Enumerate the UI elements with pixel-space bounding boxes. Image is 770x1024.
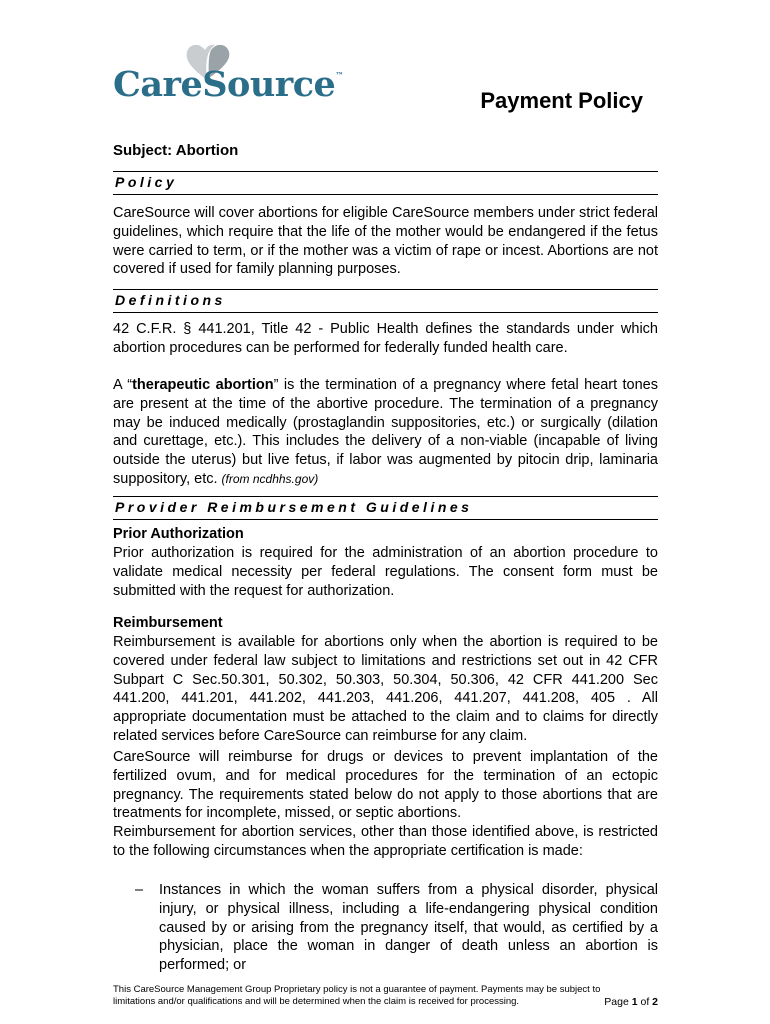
footer-disclaimer-line-1: This CareSource Management Group Proprietary policy is not a guarantee of payment. Payments may be subject to bbox=[113, 984, 601, 995]
subject-line: Subject: Abortion bbox=[113, 142, 239, 159]
dash-bullet: – bbox=[135, 882, 144, 898]
section-heading-policy: Policy bbox=[113, 171, 658, 195]
footer-disclaimer-line-2: limitations and/or qualifications and will be determined when the claim is received for processing. bbox=[113, 996, 520, 1007]
section-heading-reimbursement-guidelines: Provider Reimbursement Guidelines bbox=[113, 496, 658, 520]
reimbursement-paragraph-3: Reimbursement for abortion services, other than those identified above, is restricted to the following circumstances when the appropriate certification is made: bbox=[113, 824, 658, 859]
bullet-text: Instances in which the woman suffers from a physical disorder, physical injury, or physical illness, including a life-endangering physical condition caused by or arising from the pregnancy itself, that would, as certified by a physician, place the woman in danger of death unless an abortion is performed; or bbox=[159, 882, 658, 974]
reimbursement-paragraph-1: Reimbursement is available for abortions only when the abortion is required to be covered under federal law subject to limitations and restrictions set out in 42 CFR Subpart C Sec.50.301, 50.302, 50.303, 50.304, 50.306, 42 CFR 441.200 Sec 441.200, 441.201, 441.202, 441.203, 441.206, 441.207, 441.208, 405 . All appropriate documentation must be attached to the claim and to claims for directly related services before CareSource can reimburse for any claim. bbox=[113, 634, 658, 744]
policy-paragraph: CareSource will cover abortions for eligible CareSource members under strict federal guidelines, which require that the life of the mother would be endangered if the fetus were carried to term, or if the mother was a victim of rape or incest. Abortions are not covered if used for family planning purposes. bbox=[113, 205, 658, 278]
page-number: Page 1 of 2 bbox=[604, 996, 658, 1008]
reimbursement-paragraph-2: CareSource will reimburse for drugs or devices to prevent implantation of the fertilized ovum, and for medical procedures for the termination of an ectopic pregnancy. The requirements stated below do not apply to those abortions that are treatments for incomplete, missed, or septic abortions. bbox=[113, 749, 658, 822]
document-title: Payment Policy bbox=[480, 88, 643, 113]
definitions-paragraph-1: 42 C.F.R. § 441.201, Title 42 - Public Health defines the standards under which abortion procedures can be performed for federally funded health care. bbox=[113, 321, 658, 356]
caresource-logo bbox=[113, 42, 343, 112]
prior-authorization-heading: Prior Authorization bbox=[113, 526, 244, 542]
prior-authorization-paragraph: Prior authorization is required for the administration of an abortion procedure to validate medical necessity per federal regulations. The consent form must be submitted with the request for authorization. bbox=[113, 545, 658, 599]
logo-wordmark: CareSource™ bbox=[113, 64, 343, 105]
definitions-paragraph-2: A “therapeutic abortion” is the termination of a pregnancy where fetal heart tones are present at the time of the abortive procedure. The termination of a pregnancy may be induced medically (prostaglandin suppositories, etc.) or surgically (dilation and curettage, etc.). This includes the delivery of a non-viable (incapable of living outside the uterus) but live fetus, if labor was augmented by pitocin drip, laminaria suppository, etc. (from ncdhhs.gov) bbox=[113, 377, 658, 487]
section-heading-definitions: Definitions bbox=[113, 289, 658, 313]
page-footer bbox=[113, 984, 658, 1008]
reimbursement-heading: Reimbursement bbox=[113, 615, 223, 631]
